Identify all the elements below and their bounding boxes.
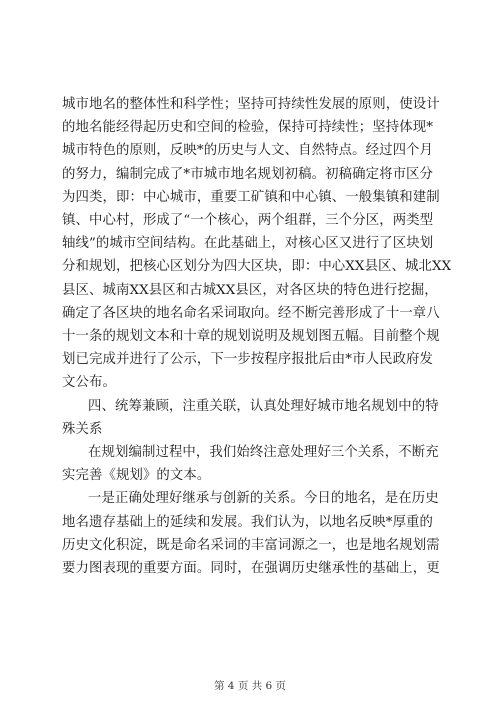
text-line: 县区、城南XX县区和古城XX县区，对各区块的特色进行挖掘， [62, 282, 438, 298]
text-line: 分和规划，把核心区划分为四大区块，即：中心XX县区、城北XX [62, 259, 452, 275]
text-line: 在规划编制过程中，我们始终注意处理好三个关系，不断充 [88, 445, 439, 461]
text-line: 十一条的规划文本和十章的规划说明及规划图五幅。目前整个规 [62, 329, 440, 345]
text-line: 的地名能经得起历史和空间的检验，保持可持续性；坚持体现* [62, 120, 434, 136]
text-line: 为四类，即：中心城市，重要工矿镇和中心镇、一般集镇和建制 [62, 189, 440, 205]
paragraph-1 [62, 93, 452, 395]
text-line: 实完善《规划》的文本。 [62, 468, 211, 484]
text-line: 地名遗存基础上的延续和发展。我们认为，以地名反映*厚重的 [62, 514, 434, 530]
paragraph-4 [62, 487, 440, 580]
document-body [62, 93, 452, 580]
text-line: 镇、中心村，形成了“一个核心，两个组群，三个分区，两类型 [62, 213, 434, 229]
section-heading-paragraph [62, 395, 440, 441]
text-line: 文公布。 [62, 375, 116, 391]
page-number-footer: 第 4 页 共 6 页 [213, 680, 287, 692]
text-line: 要力图表现的重要方面。同时，在强调历史继承性的基础上，更 [62, 561, 440, 577]
text-line: 城市地名的整体性和科学性；坚持可持续性发展的原则，使设计 [62, 97, 440, 112]
text-line: 城市特色的原则，反映*的历史与人文、自然特点。经过四个月 [62, 143, 434, 159]
text-line: 历史文化积淀，既是命名采词的丰富词源之一，也是地名规划需 [62, 537, 440, 553]
text-line: 确定了各区块的地名命名采词取向。经不断完善形成了十一章八 [62, 305, 440, 321]
heading-line: 四、统筹兼顾，注重关联，认真处理好城市地名规划中的特 [88, 398, 439, 414]
heading-line: 殊关系 [62, 421, 103, 437]
paragraph-3 [62, 441, 440, 487]
text-line: 的努力，编制完成了*市城市地名规划初稿。初稿确定将市区分 [62, 166, 434, 182]
text-line: 一是正确处理好继承与创新的关系。今日的地名，是在历史 [88, 491, 439, 507]
text-line: 划已完成并进行了公示，下一步按程序报批后由*市人民政府发 [62, 352, 434, 368]
text-line: 轴线”的城市空间结构。在此基础上，对核心区又进行了区块划 [62, 236, 434, 252]
